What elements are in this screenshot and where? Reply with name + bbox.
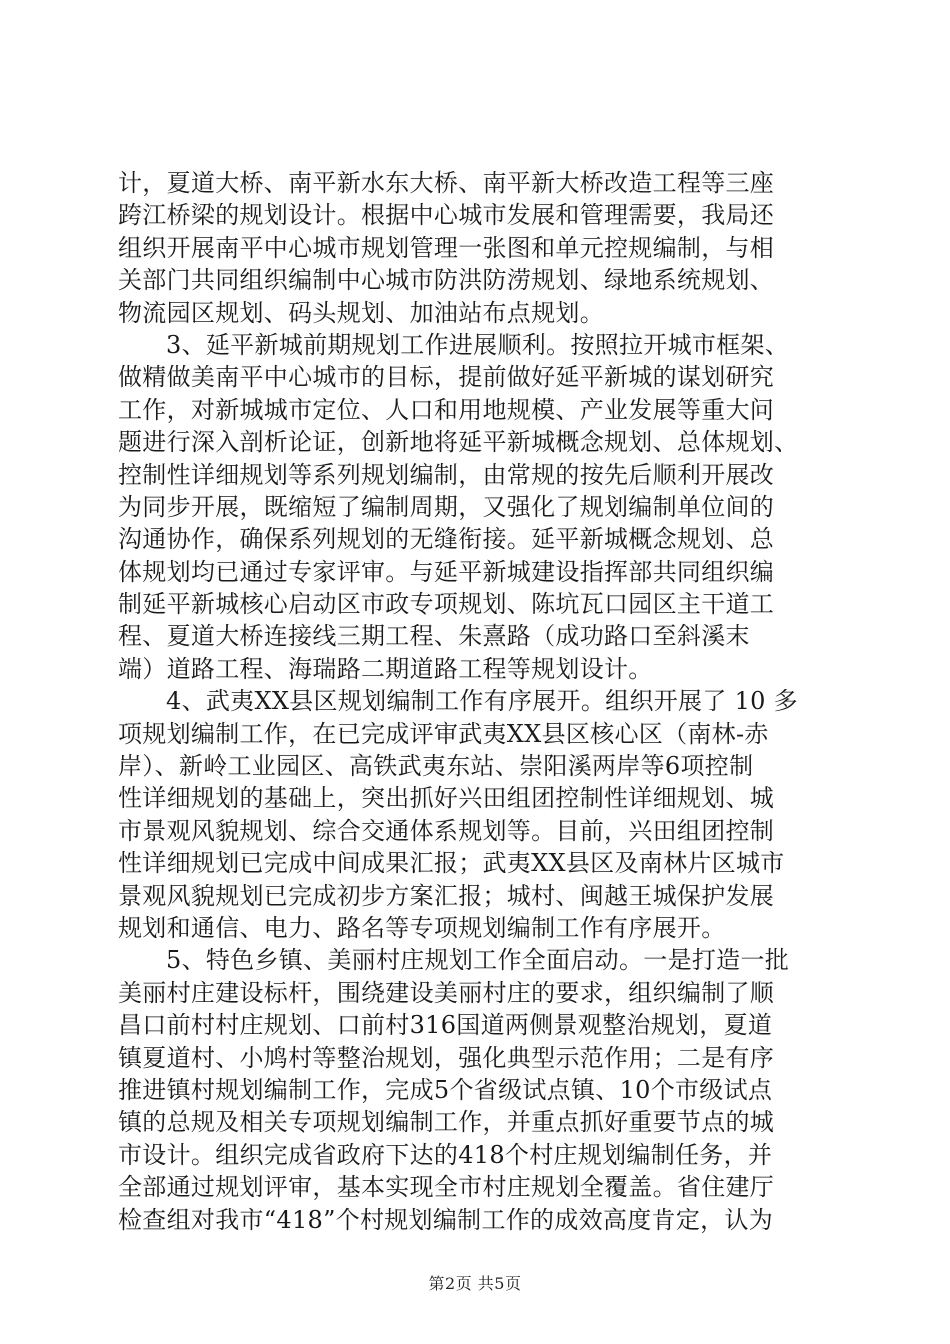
text-line: 4、武夷XX县区规划编制工作有序展开。组织开展了 10 多 [166, 687, 798, 716]
text-line: 景观风貌规划已完成初步方案汇报；城村、闽越王城保护发展 [118, 881, 775, 910]
text-line: 5、特色乡镇、美丽村庄规划工作全面启动。一是打造一批 [166, 946, 790, 975]
text-line: 岸）、新岭工业园区、高铁武夷东站、崇阳溪两岸等6项控制 [118, 752, 754, 781]
text-line: 推进镇村规划编制工作，完成5个省级试点镇、10个市级试点 [118, 1075, 773, 1104]
text-line: 题进行深入剖析论证，创新地将延平新城概念规划、总体规划、 [118, 428, 799, 457]
text-line: 跨江桥梁的规划设计。根据中心城市发展和管理需要，我局还 [118, 201, 775, 230]
text-line: 计，夏道大桥、南平新水东大桥、南平新大桥改造工程等三座 [118, 169, 775, 197]
text-line: 端）道路工程、海瑞路二期道路工程等规划设计。 [118, 654, 653, 683]
text-line: 检查组对我市“418”个村规划编制工作的成效高度肯定，认为 [118, 1205, 774, 1234]
text-line: 市设计。组织完成省政府下达的418个村庄规划编制任务，并 [118, 1140, 773, 1169]
text-line: 全部通过规划评审，基本实现全市村庄规划全覆盖。省住建厅 [118, 1173, 775, 1202]
text-line: 镇夏道村、小鸠村等整治规划，强化典型示范作用；二是有序 [118, 1043, 775, 1072]
text-line: 为同步开展，既缩短了编制周期，又强化了规划编制单位间的 [118, 492, 775, 521]
text-line: 体规划均已通过专家评审。与延平新城建设指挥部共同组织编 [118, 557, 775, 586]
text-line: 程、夏道大桥连接线三期工程、朱熹路（成功路口至斜溪末 [118, 622, 750, 651]
text-line: 3、延平新城前期规划工作进展顺利。按照拉开城市框架、 [166, 330, 790, 359]
text-line: 沟通协作，确保系列规划的无缝衔接。延平新城概念规划、总 [118, 525, 775, 554]
page-footer: 第2页 共5页 [428, 1274, 522, 1293]
text-line: 组织开展南平中心城市规划管理一张图和单元控规编制，与相 [118, 233, 775, 262]
text-line: 物流园区规划、码头规划、加油站布点规划。 [118, 298, 604, 327]
text-line: 市景观风貌规划、综合交通体系规划等。目前，兴田组团控制 [118, 816, 775, 845]
text-line: 做精做美南平中心城市的目标，提前做好延平新城的谋划研究 [118, 363, 775, 392]
text-line: 工作，对新城城市定位、人口和用地规模、产业发展等重大问 [118, 395, 775, 424]
text-line: 性详细规划的基础上，突出抓好兴田组团控制性详细规划、城 [118, 784, 775, 813]
text-line: 镇的总规及相关专项规划编制工作，并重点抓好重要节点的城 [118, 1108, 775, 1137]
text-line: 控制性详细规划等系列规划编制，由常规的按先后顺利开展改 [118, 460, 775, 489]
body-text [118, 167, 848, 1236]
text-line: 项规划编制工作，在已完成评审武夷XX县区核心区（南林-赤 [118, 719, 769, 748]
text-line: 美丽村庄建设标杆，围绕建设美丽村庄的要求，组织编制了顺 [118, 978, 775, 1007]
text-line: 关部门共同组织编制中心城市防洪防涝规划、绿地系统规划、 [118, 266, 775, 295]
text-line: 规划和通信、电力、路名等专项规划编制工作有序展开。 [118, 913, 726, 942]
text-line: 性详细规划已完成中间成果汇报；武夷XX县区及南林片区城市 [118, 849, 785, 878]
text-line: 昌口前村村庄规划、口前村316国道两侧景观整治规划，夏道 [118, 1011, 773, 1040]
text-line: 制延平新城核心启动区市政专项规划、陈坑瓦口园区主干道工 [118, 590, 775, 619]
